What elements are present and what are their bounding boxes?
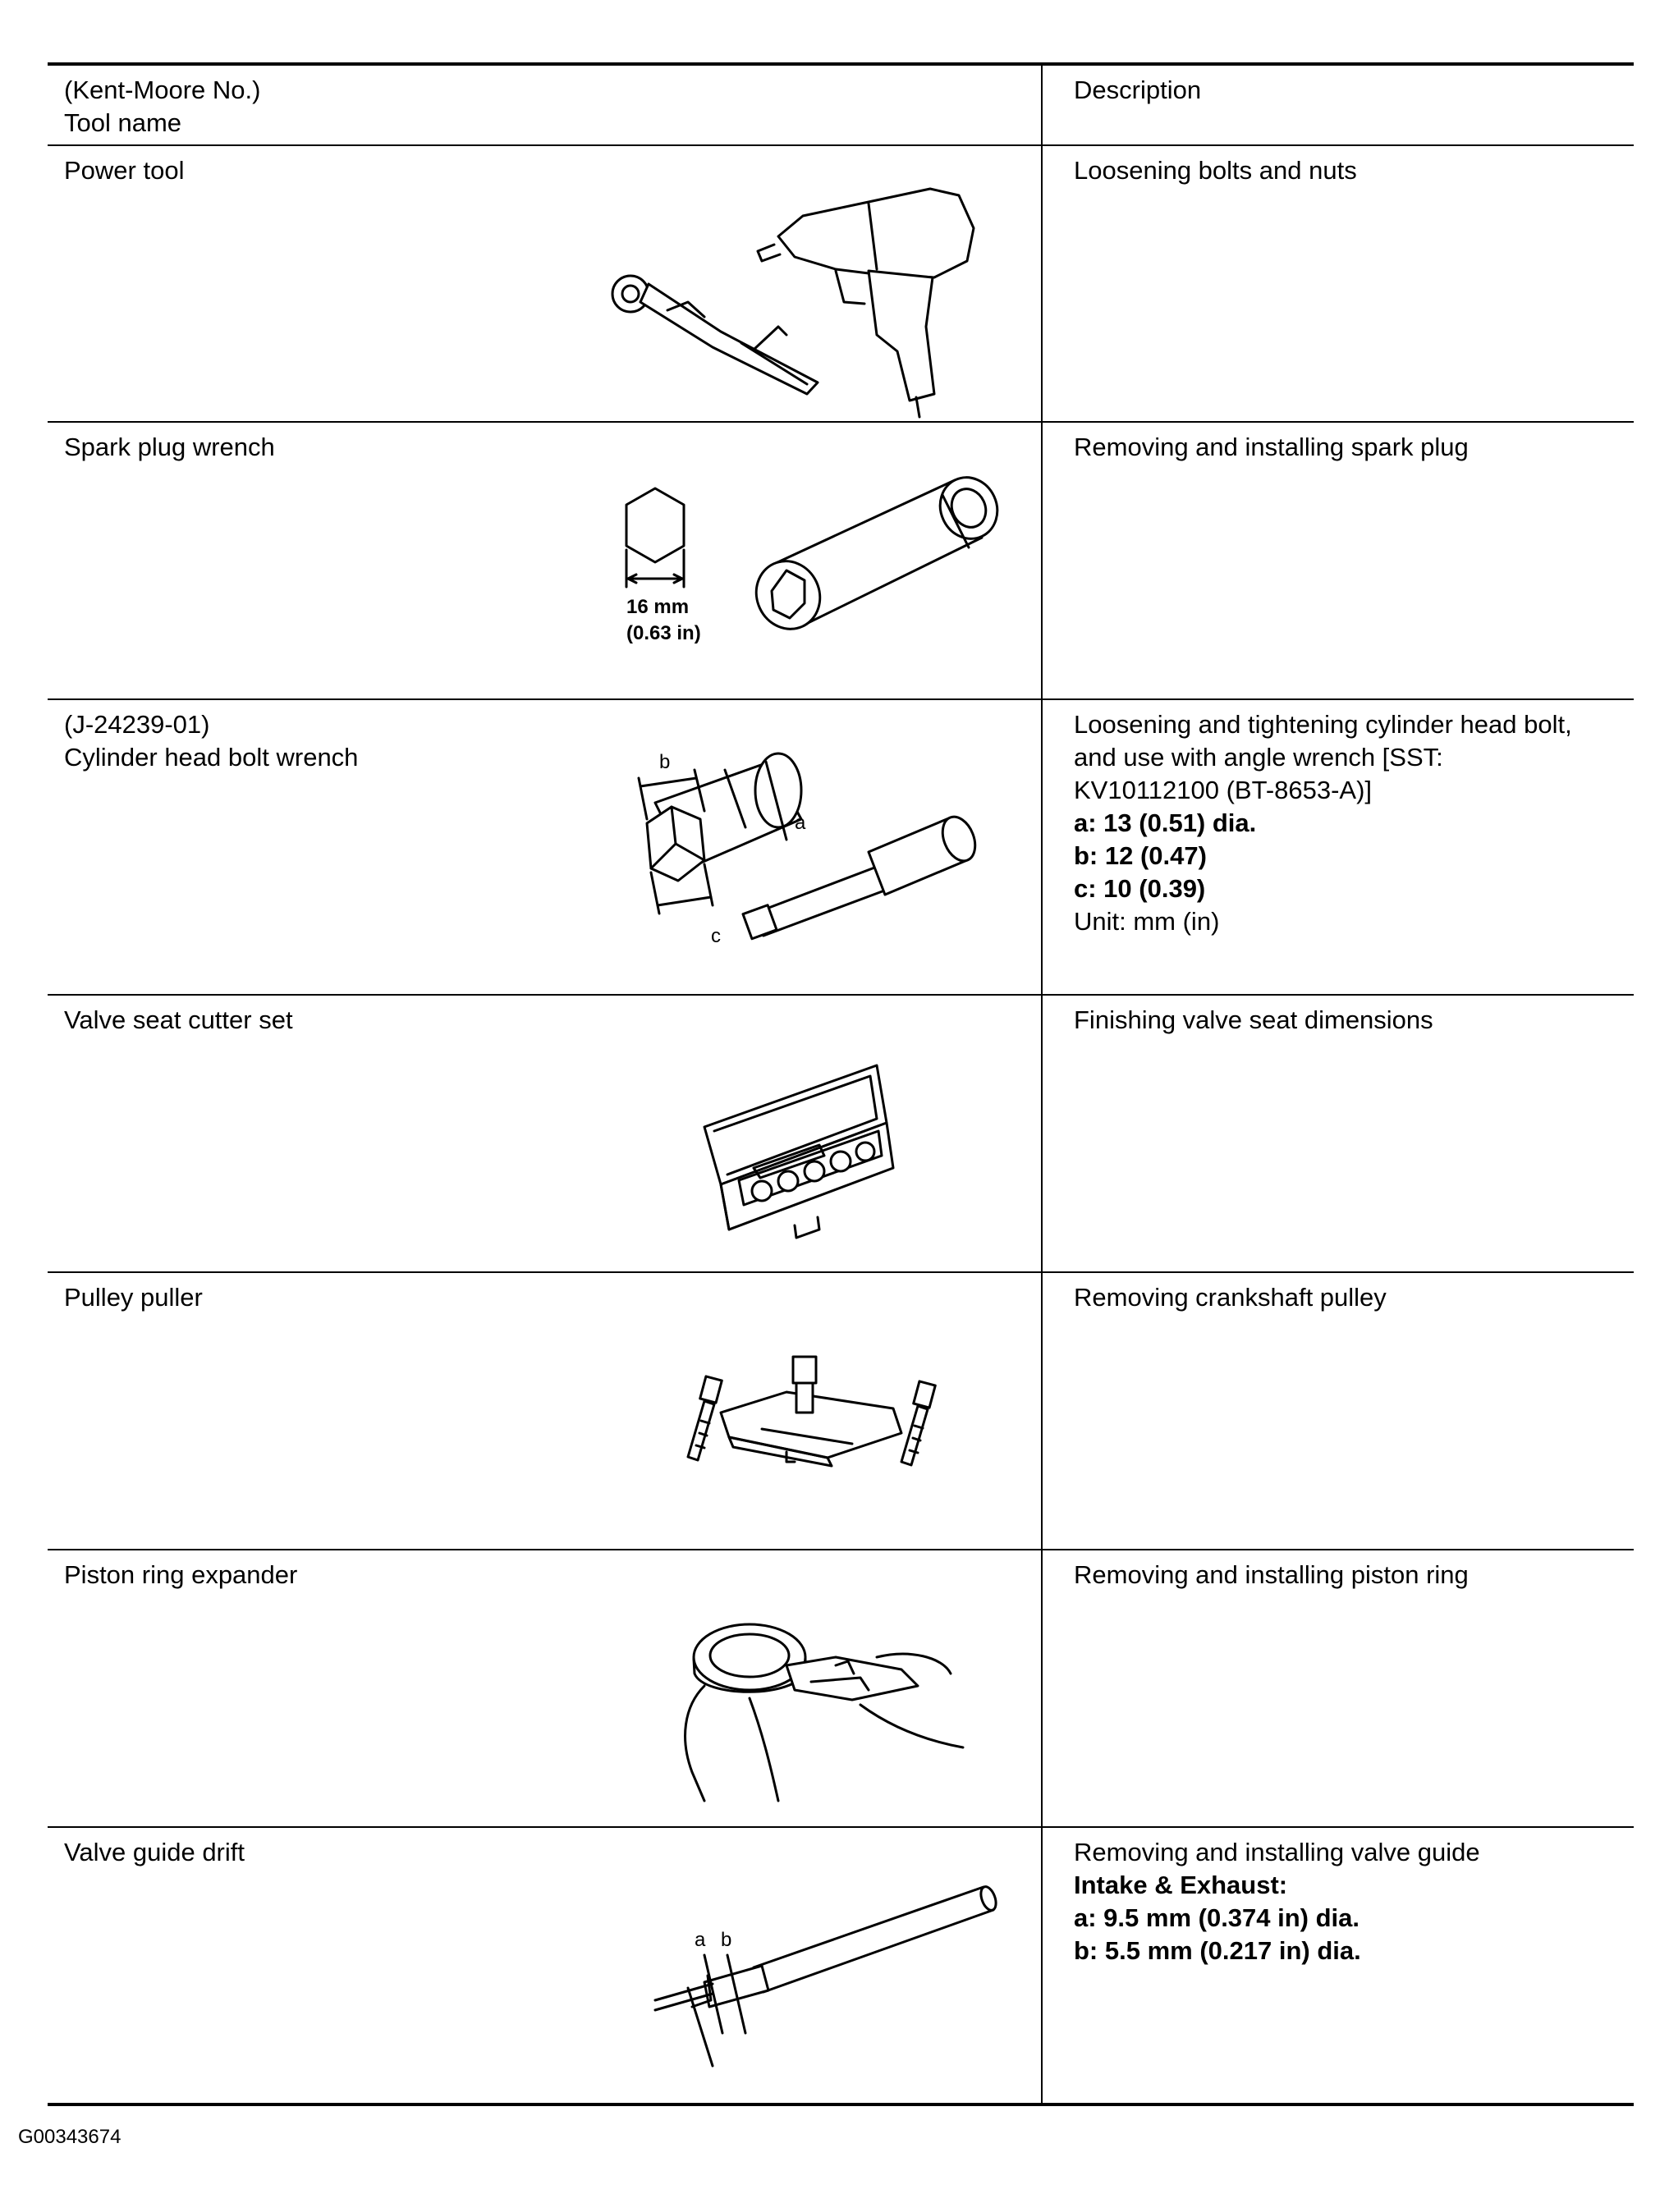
drift-icon bbox=[655, 1885, 999, 2066]
tool-cell bbox=[48, 422, 1042, 699]
valve-seat-cutter-set-illustration bbox=[696, 1045, 910, 1242]
tool-name: Power tool bbox=[64, 156, 185, 185]
deep-socket-icon bbox=[745, 468, 1007, 639]
special-tools-table bbox=[48, 62, 1634, 2106]
air-ratchet-icon bbox=[612, 276, 818, 394]
tool-cell bbox=[48, 699, 1042, 995]
spec-b: b: 12 (0.47) bbox=[1074, 841, 1207, 870]
table-row bbox=[48, 1272, 1634, 1550]
description-text: Finishing valve seat dimensions bbox=[1074, 1005, 1433, 1034]
tool-cell bbox=[48, 1827, 1042, 2104]
puller-bolt-left-icon bbox=[688, 1376, 722, 1460]
tool-cell bbox=[48, 1272, 1042, 1550]
tool-name: Piston ring expander bbox=[64, 1560, 298, 1589]
dimension-label: 16 mm bbox=[626, 596, 690, 618]
label-b: b bbox=[721, 1929, 732, 1951]
puller-bolt-right-icon bbox=[901, 1381, 935, 1465]
tool-name: Spark plug wrench bbox=[64, 433, 275, 461]
cutter-case-icon bbox=[704, 1065, 893, 1238]
description-cell bbox=[1042, 145, 1634, 422]
table-row bbox=[48, 1827, 1634, 2104]
power-tool-illustration bbox=[589, 179, 1016, 417]
cylinder-head-bolt-wrench-illustration bbox=[589, 745, 1049, 992]
spec-a: a: 9.5 mm (0.374 in) dia. bbox=[1074, 1903, 1360, 1932]
spec-unit: Unit: mm (in) bbox=[1074, 907, 1220, 936]
extension-bar-icon bbox=[743, 812, 981, 938]
kent-moore-number: (J-24239-01) bbox=[64, 710, 210, 739]
dimension-label-imperial: (0.63 in) bbox=[626, 622, 701, 644]
pulley-puller-illustration bbox=[663, 1355, 967, 1486]
tool-table-sheet bbox=[48, 62, 1634, 2106]
spec-b: b: 5.5 mm (0.217 in) dia. bbox=[1074, 1936, 1361, 1965]
header-kent-moore: (Kent-Moore No.) bbox=[64, 76, 261, 104]
header-tool-name-label: Tool name bbox=[64, 108, 182, 137]
description-text: Loosening and tightening cylinder head bolt, bbox=[1074, 710, 1572, 739]
label-c: c bbox=[711, 925, 721, 947]
tool-name: Cylinder head bolt wrench bbox=[64, 743, 359, 772]
puller-bar-icon bbox=[721, 1357, 901, 1466]
description-cell bbox=[1042, 1272, 1634, 1550]
label-a: a bbox=[695, 1929, 706, 1951]
figure-code: G00343674 bbox=[18, 2126, 122, 2148]
description-text: KV10112100 (BT-8653-A)] bbox=[1074, 776, 1373, 804]
spec-c: c: 10 (0.39) bbox=[1074, 874, 1206, 903]
tool-name: Valve guide drift bbox=[64, 1838, 245, 1866]
description-text: Removing crankshaft pulley bbox=[1074, 1283, 1387, 1312]
tool-name: Pulley puller bbox=[64, 1283, 203, 1312]
description-text: Removing and installing spark plug bbox=[1074, 433, 1469, 461]
description-text: Removing and installing piston ring bbox=[1074, 1560, 1469, 1589]
header-description bbox=[1042, 64, 1634, 145]
description-cell bbox=[1042, 699, 1634, 995]
label-a: a bbox=[795, 812, 806, 834]
spark-plug-wrench-illustration bbox=[589, 456, 1033, 694]
description-cell bbox=[1042, 1827, 1634, 2104]
label-b: b bbox=[659, 751, 671, 773]
description-text: Loosening bolts and nuts bbox=[1074, 156, 1357, 185]
tool-cell bbox=[48, 145, 1042, 422]
table-row bbox=[48, 1550, 1634, 1827]
description-cell bbox=[1042, 995, 1634, 1272]
table-row bbox=[48, 145, 1634, 422]
table-row bbox=[48, 699, 1634, 995]
tool-name: Valve seat cutter set bbox=[64, 1005, 293, 1034]
description-text: Removing and installing valve guide bbox=[1074, 1838, 1480, 1866]
table-header-row bbox=[48, 64, 1634, 145]
table-row bbox=[48, 995, 1634, 1272]
header-description-label: Description bbox=[1074, 76, 1202, 104]
hex-socket-icon bbox=[626, 488, 684, 587]
description-cell bbox=[1042, 422, 1634, 699]
spec-a: a: 13 (0.51) dia. bbox=[1074, 808, 1257, 837]
piston-ring-expander-illustration bbox=[672, 1608, 967, 1805]
table-row bbox=[48, 422, 1634, 699]
description-cell bbox=[1042, 1550, 1634, 1827]
description-text: and use with angle wrench [SST: bbox=[1074, 743, 1443, 772]
hex-bit-detail-icon bbox=[639, 753, 801, 914]
spec-heading: Intake & Exhaust: bbox=[1074, 1871, 1288, 1899]
tool-cell bbox=[48, 995, 1042, 1272]
valve-guide-drift-illustration bbox=[655, 1877, 1016, 2082]
ring-expander-icon bbox=[694, 1624, 918, 1700]
tool-cell bbox=[48, 1550, 1042, 1827]
header-tool-name bbox=[48, 64, 1042, 145]
